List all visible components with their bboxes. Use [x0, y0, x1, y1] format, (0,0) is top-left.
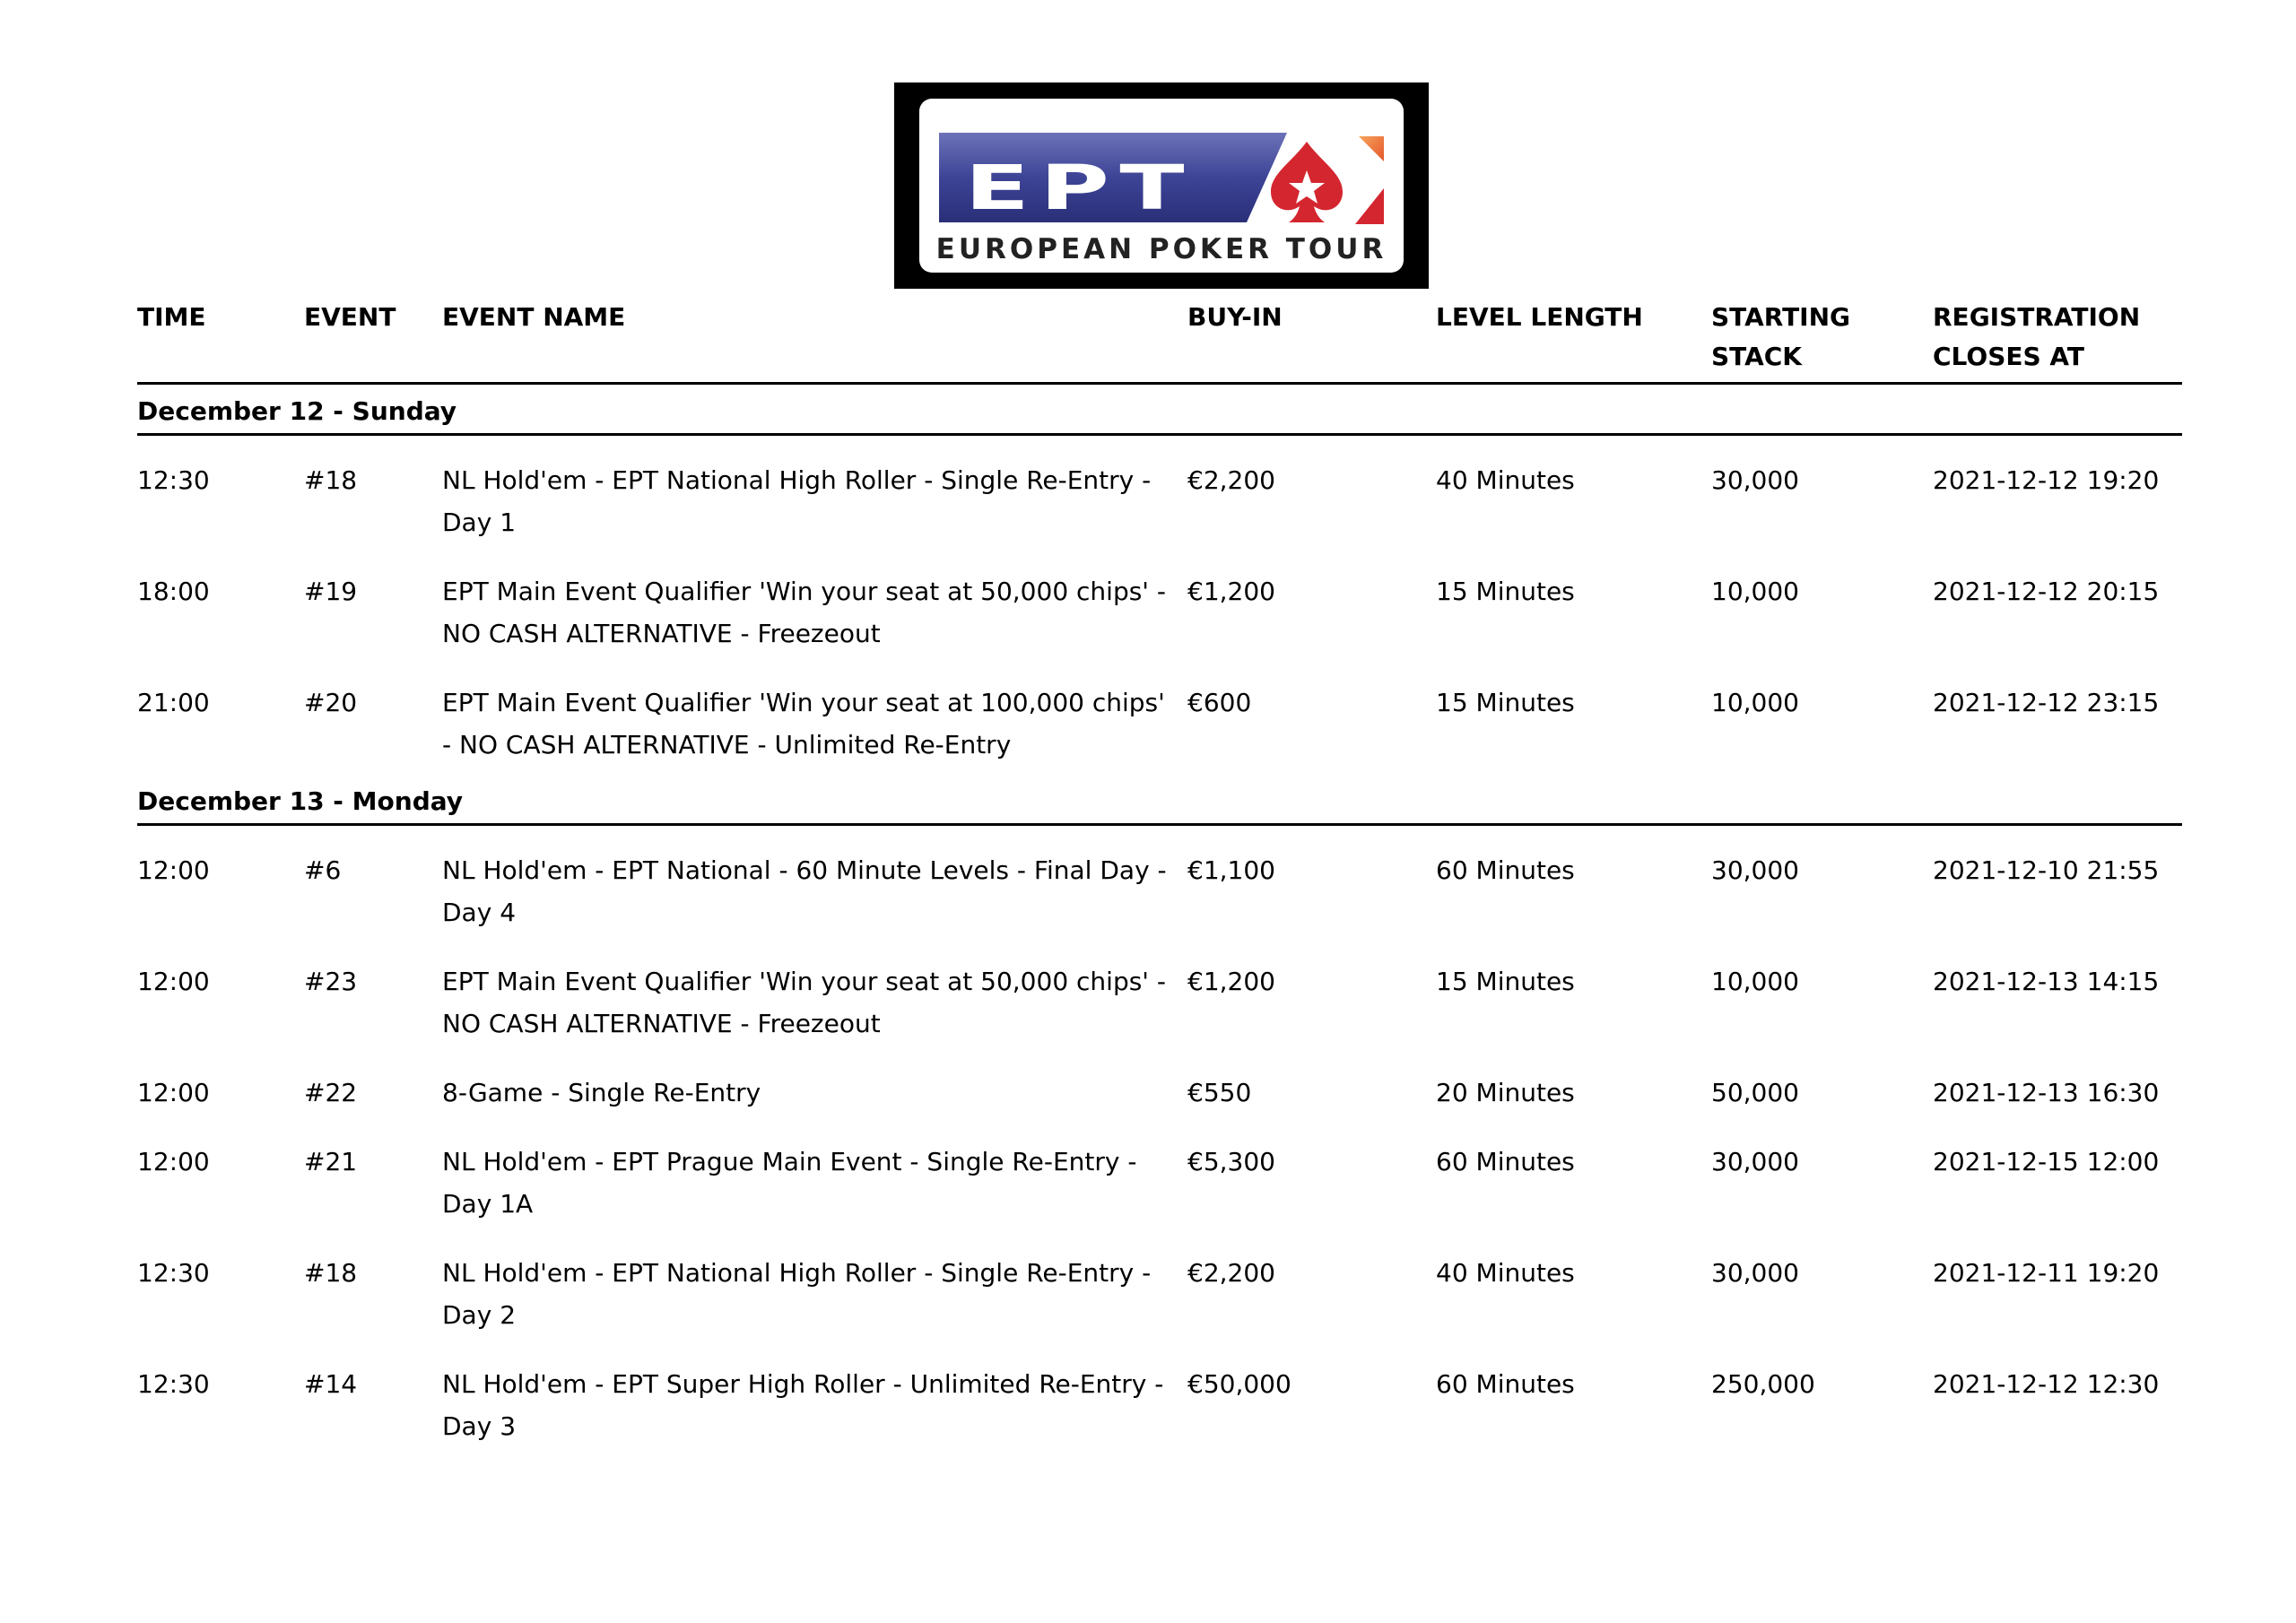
cell-level-length: 40 Minutes [1436, 1258, 1575, 1288]
table-row [137, 681, 2182, 766]
cell-event-name: NL Hold'em - EPT Super High Roller - Unlimited Re-Entry - Day 3 [442, 1369, 1164, 1441]
col-header-registration-line2: CLOSES AT [1933, 342, 2084, 371]
logo-panel [919, 99, 1404, 273]
cell-buy-in: €1,200 [1187, 577, 1275, 606]
cell-event: #14 [304, 1369, 358, 1399]
table-row [137, 459, 2182, 543]
cell-time: 21:00 [137, 688, 210, 717]
cell-level-length: 40 Minutes [1436, 465, 1575, 495]
cell-event: #19 [304, 577, 358, 606]
cell-registration-closes: 2021-12-12 19:20 [1933, 465, 2160, 495]
col-header-level-length: LEVEL LENGTH [1436, 302, 1643, 332]
cell-starting-stack: 10,000 [1711, 688, 1799, 717]
cell-time: 12:00 [137, 967, 210, 996]
cell-starting-stack: 30,000 [1711, 855, 1799, 885]
cell-buy-in: €1,100 [1187, 855, 1275, 885]
cell-time: 12:00 [137, 1147, 210, 1176]
cell-event-name: 8-Game - Single Re-Entry [442, 1078, 761, 1107]
cell-event: #6 [304, 855, 342, 885]
cell-time: 12:00 [137, 855, 210, 885]
cell-level-length: 60 Minutes [1436, 855, 1575, 885]
cell-registration-closes: 2021-12-13 14:15 [1933, 967, 2160, 996]
logo-tagline: EUROPEAN POKER TOUR [935, 233, 1387, 265]
cell-buy-in: €2,200 [1187, 465, 1275, 495]
day-rows [137, 826, 2182, 1447]
day-heading: December 13 - Monday [137, 775, 2182, 826]
cell-event-name: NL Hold'em - EPT National High Roller - Single Re-Entry - Day 1 [442, 465, 1152, 537]
spade-star-icon [1271, 142, 1343, 222]
cell-buy-in: €600 [1187, 688, 1252, 717]
cell-event-name: EPT Main Event Qualifier 'Win your seat at 50,000 chips' - NO CASH ALTERNATIVE - Freezeout [442, 967, 1167, 1038]
table-row [137, 1363, 2182, 1447]
cell-event-name: NL Hold'em - EPT National High Roller - Single Re-Entry - Day 2 [442, 1258, 1152, 1330]
cell-starting-stack: 10,000 [1711, 577, 1799, 606]
cell-level-length: 15 Minutes [1436, 688, 1575, 717]
cell-registration-closes: 2021-12-10 21:55 [1933, 855, 2160, 885]
cell-event: #23 [304, 967, 358, 996]
cell-time: 12:30 [137, 1258, 210, 1288]
col-header-starting-stack-line1: STARTING [1711, 302, 1850, 332]
cell-starting-stack: 30,000 [1711, 1258, 1799, 1288]
cell-event: #18 [304, 465, 358, 495]
cell-time: 18:00 [137, 577, 210, 606]
cell-buy-in: €550 [1187, 1078, 1252, 1107]
day-rows [137, 436, 2182, 766]
logo-mark-text: EPT [964, 152, 1196, 224]
cell-event-name: EPT Main Event Qualifier 'Win your seat at 100,000 chips' - NO CASH ALTERNATIVE - Unlimited Re-Entry [442, 688, 1165, 759]
cell-time: 12:30 [137, 1369, 210, 1399]
schedule-table [137, 298, 2182, 1456]
cell-event-name: NL Hold'em - EPT National - 60 Minute Levels - Final Day - Day 4 [442, 855, 1167, 927]
col-header-registration-line1: REGISTRATION [1933, 302, 2141, 332]
cell-event: #22 [304, 1078, 358, 1107]
ept-logo [894, 82, 1429, 289]
cell-level-length: 20 Minutes [1436, 1078, 1575, 1107]
cell-time: 12:00 [137, 1078, 210, 1107]
cell-buy-in: €5,300 [1187, 1147, 1275, 1176]
cell-event-name: EPT Main Event Qualifier 'Win your seat at 50,000 chips' - NO CASH ALTERNATIVE - Freezeout [442, 577, 1167, 648]
col-header-registration [1933, 298, 2182, 377]
cell-registration-closes: 2021-12-15 12:00 [1933, 1147, 2160, 1176]
col-header-starting-stack [1711, 298, 1933, 377]
day-heading: December 12 - Sunday [137, 385, 2182, 436]
cell-starting-stack: 250,000 [1711, 1369, 1815, 1399]
cell-registration-closes: 2021-12-12 23:15 [1933, 688, 2160, 717]
cell-event: #21 [304, 1147, 358, 1176]
cell-buy-in: €1,200 [1187, 967, 1275, 996]
col-header-event: EVENT [304, 302, 396, 332]
cell-event: #18 [304, 1258, 358, 1288]
cell-starting-stack: 30,000 [1711, 465, 1799, 495]
cell-time: 12:30 [137, 465, 210, 495]
cell-buy-in: €50,000 [1187, 1369, 1292, 1399]
red-corner [1355, 188, 1384, 224]
cell-level-length: 15 Minutes [1436, 967, 1575, 996]
col-header-time: TIME [137, 302, 206, 332]
cell-registration-closes: 2021-12-12 12:30 [1933, 1369, 2160, 1399]
col-header-starting-stack-line2: STACK [1711, 342, 1803, 371]
cell-event: #20 [304, 688, 358, 717]
cell-registration-closes: 2021-12-13 16:30 [1933, 1078, 2160, 1107]
table-row [137, 849, 2182, 933]
table-row [137, 570, 2182, 655]
col-header-event-name: EVENT NAME [442, 302, 626, 332]
cell-level-length: 15 Minutes [1436, 577, 1575, 606]
table-row [137, 1141, 2182, 1225]
table-row [137, 1072, 2182, 1114]
table-header [137, 298, 2182, 385]
cell-event-name: NL Hold'em - EPT Prague Main Event - Single Re-Entry - Day 1A [442, 1147, 1137, 1219]
cell-registration-closes: 2021-12-11 19:20 [1933, 1258, 2160, 1288]
cell-buy-in: €2,200 [1187, 1258, 1275, 1288]
cell-registration-closes: 2021-12-12 20:15 [1933, 577, 2160, 606]
table-row [137, 1252, 2182, 1336]
table-row [137, 960, 2182, 1045]
cell-level-length: 60 Minutes [1436, 1369, 1575, 1399]
orange-corner [1359, 136, 1384, 161]
cell-starting-stack: 30,000 [1711, 1147, 1799, 1176]
cell-starting-stack: 10,000 [1711, 967, 1799, 996]
cell-starting-stack: 50,000 [1711, 1078, 1799, 1107]
ept-logo-graphic [919, 99, 1404, 273]
col-header-buy-in: BUY-IN [1187, 302, 1283, 332]
day-sections [137, 385, 2182, 1447]
cell-level-length: 60 Minutes [1436, 1147, 1575, 1176]
